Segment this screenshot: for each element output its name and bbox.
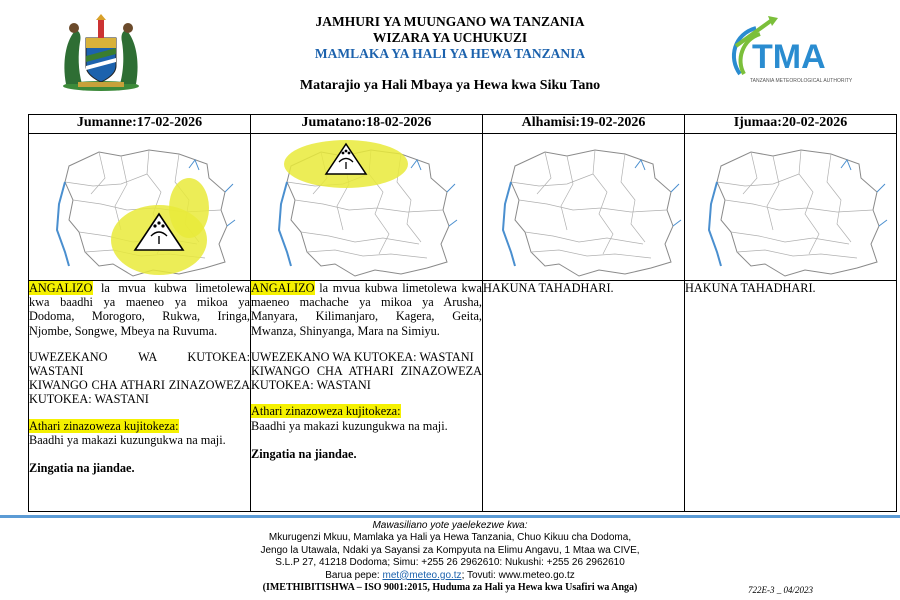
tma-logo xyxy=(722,12,853,90)
warning-text: la mvua kubwa limetolewa kwa baadhi ya maeneo ya mikoa ya Dodoma, Morogoro, Rukwa, Iringa, Njombe, Songwe, Mbeya na Ruvuma. xyxy=(29,281,250,338)
no-warning-text: HAKUNA TAHADHARI. xyxy=(685,281,816,295)
impact-level-text: KIWANGO CHA ATHARI ZINAZOWEZA KUTOKEA: WASTANI xyxy=(29,378,250,407)
tanzania-map xyxy=(483,134,685,280)
contact-email-line: Barua pepe: met@meteo.go.tz; Tovuti: www.meteo.go.tz xyxy=(325,569,575,581)
no-warning-text: HAKUNA TAHADHARI. xyxy=(483,281,614,295)
details-row xyxy=(29,281,897,512)
footer-contact xyxy=(0,520,900,594)
map-row xyxy=(29,134,897,281)
day-header: Alhamisi:19-02-2026 xyxy=(483,115,685,134)
forecast-map-cell xyxy=(685,134,897,281)
iso-certification: (IMETHIBITISHWA – ISO 9001:2015, Huduma za Hali ya Hewa kwa Usafiri wa Anga) xyxy=(262,582,638,594)
forecast-details xyxy=(483,281,685,512)
warning-text: la mvua kubwa limetolewa kwa maeneo machache ya mikoa ya Arusha, Manyara, Kilimanjaro, Kagera, Geita, Mwanza, Shinyanga, Mara na Simiyu. xyxy=(251,281,482,338)
angalizo-label: ANGALIZO xyxy=(251,281,315,295)
angalizo-label: ANGALIZO xyxy=(29,281,93,295)
day-header: Jumanne:17-02-2026 xyxy=(29,115,251,134)
impact-level-text: KIWANGO CHA ATHARI ZINAZOWEZA KUTOKEA: WASTANI xyxy=(251,364,482,393)
website-text: www.meteo.go.tz xyxy=(498,569,575,581)
day-header-row xyxy=(29,115,897,134)
logo-text: TMA xyxy=(752,38,826,76)
impacts-heading: Athari zinazoweza kujitokeza: xyxy=(251,404,401,419)
forecast-map-cell xyxy=(251,134,483,281)
tanzania-map xyxy=(29,134,251,280)
forecast-details xyxy=(251,281,483,512)
forecast-details xyxy=(685,281,897,512)
impacts-text: Baadhi ya makazi kuzungukwa na maji. xyxy=(29,432,226,447)
contact-intro: Mawasiliano yote yaelekezwe kwa: xyxy=(372,520,528,531)
likelihood-text: UWEZEKANO WA KUTOKEA: WASTANI xyxy=(251,349,474,364)
impacts-heading: Athari zinazoweza kujitokeza: xyxy=(29,418,179,433)
day-header: Ijumaa:20-02-2026 xyxy=(685,115,897,134)
country-name: JAMHURI YA MUUNGANO WA TANZANIA xyxy=(315,14,585,29)
advice-text: Zingatia na jiandae. xyxy=(29,461,135,476)
document-number: 722E-3 _ 04/2023 xyxy=(748,585,813,595)
footer-divider xyxy=(0,515,900,518)
contact-line: Jengo la Utawala, Ndaki ya Sayansi za Kompyuta na Elimu Angavu, 1 Mtaa wa CIVE, xyxy=(260,544,640,556)
authority-name: MAMLAKA YA HALI YA HEWA TANZANIA xyxy=(314,46,586,61)
forecast-map-cell xyxy=(29,134,251,281)
email-link[interactable]: met@meteo.go.tz xyxy=(382,569,462,581)
forecast-details xyxy=(29,281,251,512)
day-header: Jumatano:18-02-2026 xyxy=(251,115,483,134)
document-header xyxy=(0,0,900,110)
advice-text: Zingatia na jiandae. xyxy=(251,446,357,461)
tanzania-map xyxy=(251,134,483,280)
logo-subtext: TANZANIA METEOROLOGICAL AUTHORITY xyxy=(750,78,853,84)
contact-line: S.L.P 27, 41218 Dodoma; Simu: +255 26 2962610: Nukushi: +255 26 2962610 xyxy=(275,557,625,569)
tanzania-map xyxy=(685,134,897,280)
likelihood-text: UWEZEKANO WA KUTOKEA: WASTANI xyxy=(29,349,250,379)
ministry-name: WIZARA YA UCHUKUZI xyxy=(372,30,528,45)
page-title: Matarajio ya Hali Mbaya ya Hewa kwa Siku Tano xyxy=(299,78,601,93)
forecast-table xyxy=(28,114,897,512)
contact-line: Mkurugenzi Mkuu, Mamlaka ya Hali ya Hewa Tanzania, Chuo Kikuu cha Dodoma, xyxy=(268,532,632,544)
forecast-map-cell xyxy=(483,134,685,281)
impacts-text: Baadhi ya makazi kuzungukwa na maji. xyxy=(251,418,448,433)
